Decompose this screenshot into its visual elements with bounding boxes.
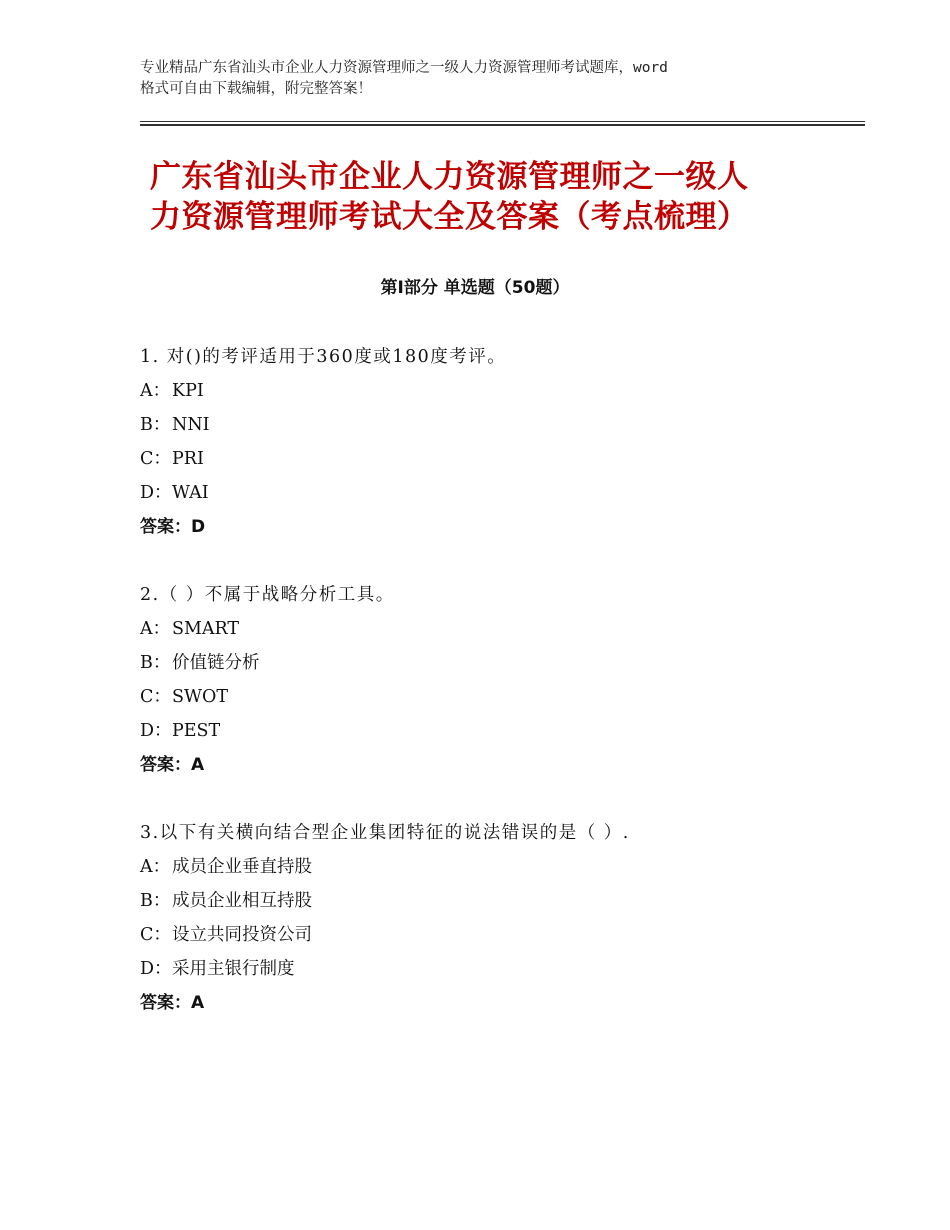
header-note-line-1: 专业精品广东省汕头市企业人力资源管理师之一级人力资源管理师考试题库，word [140,60,668,76]
option-b [140,408,860,442]
question-stem: 1. 对()的考评适用于360度或180度考评。 [140,347,507,367]
option-text: SMART [172,619,240,639]
option-text: 成员企业相互持股 [172,891,312,911]
question-stem: 2.（ ）不属于战略分析工具。 [140,585,395,605]
header-note-line-2: 格式可自由下载编辑，附完整答案！ [140,81,372,97]
option-key: B： [140,415,171,435]
option-key: C： [140,687,171,707]
option-b [140,884,860,918]
option-key: D： [140,483,172,503]
option-text: 采用主银行制度 [172,959,295,979]
option-c [140,918,860,952]
header-divider-thin [140,121,865,122]
option-d [140,714,860,748]
option-a [140,850,860,884]
question-1 [140,340,860,544]
option-d [140,476,860,510]
option-key: D： [140,721,172,741]
option-d [140,952,860,986]
document-title-line-2: 力资源管理师考试大全及答案（考点梳理） [150,199,749,235]
option-text: 价值链分析 [172,653,260,673]
option-b [140,646,860,680]
option-key: D： [140,959,172,979]
option-key: A： [140,381,171,401]
option-key: B： [140,653,171,673]
answer-label: 答案：A [140,993,205,1013]
option-key: C： [140,925,171,945]
option-c [140,680,860,714]
option-key: A： [140,619,171,639]
question-3 [140,816,860,1020]
question-2 [140,578,860,782]
option-text: 成员企业垂直持股 [172,857,312,877]
option-text: PEST [172,721,221,741]
header-divider-thick [140,124,865,126]
question-list [140,340,860,1054]
header-note [140,58,840,100]
option-a [140,612,860,646]
option-text: KPI [172,381,204,401]
option-key: A： [140,857,171,877]
option-a [140,374,860,408]
option-text: WAI [172,483,209,503]
option-text: SWOT [172,687,228,707]
option-text: PRI [172,449,204,469]
document-title [150,157,850,237]
answer-label: 答案：D [140,517,206,537]
option-key: B： [140,891,171,911]
answer-label: 答案：A [140,755,205,775]
section-title: 第Ⅰ部分 单选题（50题） [380,278,570,298]
question-stem: 3.以下有关横向结合型企业集团特征的说法错误的是（ ）. [140,823,630,843]
option-text: 设立共同投资公司 [172,925,312,945]
option-text: NNI [172,415,210,435]
option-key: C： [140,449,171,469]
document-title-line-1: 广东省汕头市企业人力资源管理师之一级人 [150,159,749,195]
option-c [140,442,860,476]
